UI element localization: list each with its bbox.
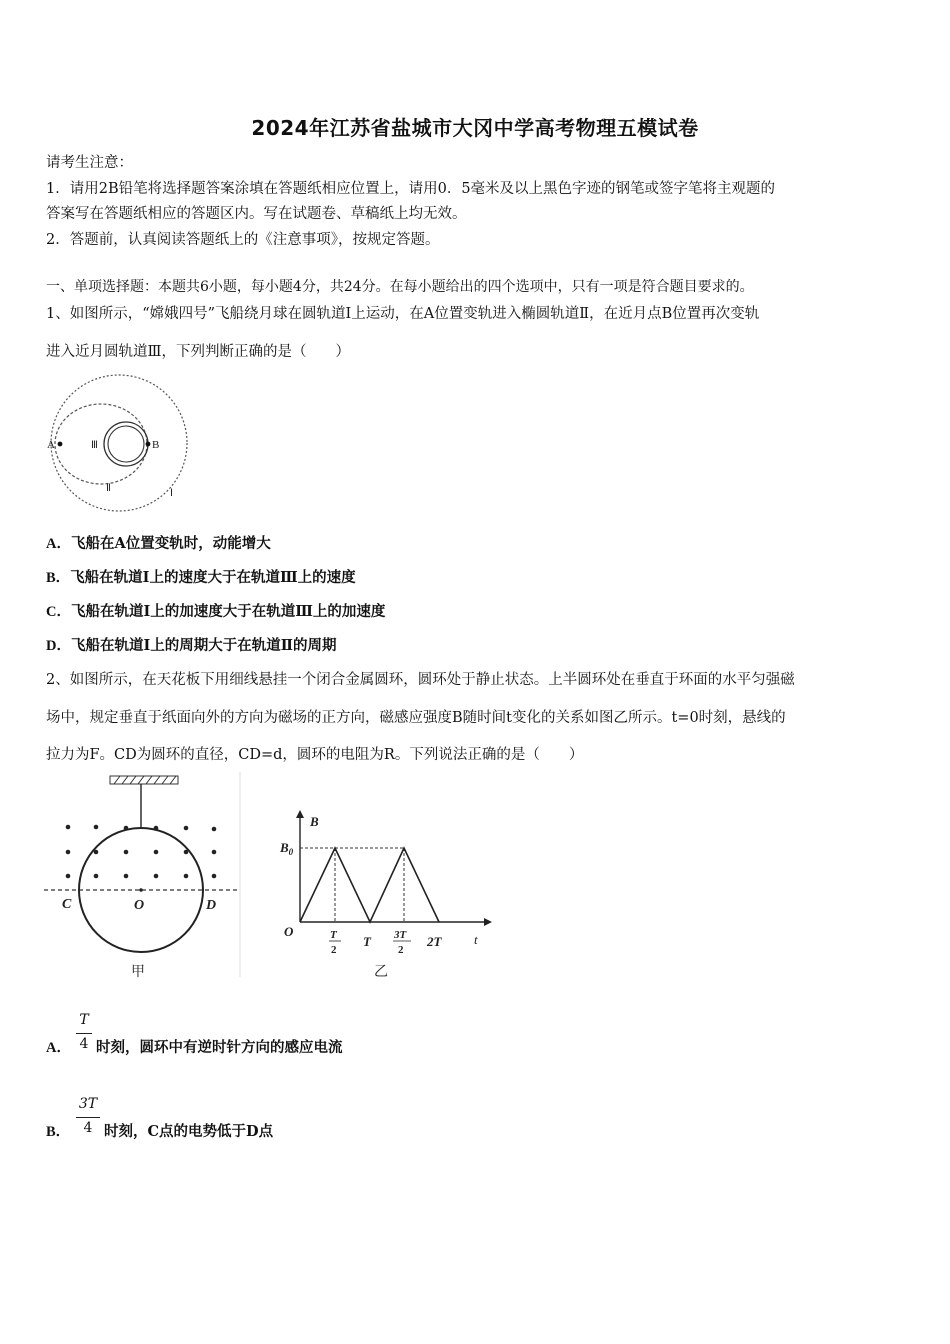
- notice-heading: 请考生注意：: [46, 155, 133, 171]
- option-a-frac-bar: [76, 1033, 92, 1034]
- b0-label: [279, 840, 294, 857]
- label-c: C: [62, 897, 72, 912]
- q1-option-a: [46, 532, 271, 553]
- option-label: A．: [46, 536, 71, 552]
- q2-option-b-label: [46, 1120, 70, 1141]
- caption-jia: 甲: [131, 965, 145, 980]
- option-a-frac-num: T: [79, 1012, 89, 1028]
- option-b-frac-num: 3T: [78, 1096, 98, 1112]
- question-2-stem: 拉力为F。CD为圆环的直径，CD=d，圆环的电阻为R。下列说法正确的是（ ）: [46, 747, 584, 763]
- option-b-frac-bar: [76, 1117, 100, 1118]
- label-b: B: [152, 439, 160, 451]
- q2-option-a-text: 时刻，圆环中有逆时针方向的感应电流: [96, 1039, 343, 1056]
- label-d: D: [206, 898, 217, 913]
- option-label: C．: [46, 604, 71, 620]
- q2-option-b-text: 时刻，C点的电势低于D点: [104, 1123, 274, 1140]
- label-ii: Ⅱ: [106, 483, 111, 494]
- option-label: B．: [46, 570, 71, 586]
- page-title: 2024年江苏省盐城市大冈中学高考物理五模试卷: [251, 116, 699, 140]
- label-iii: Ⅲ: [91, 440, 98, 451]
- question-1-stem: 进入近月圆轨道Ⅲ，下列判断正确的是（ ）: [46, 344, 350, 360]
- notice-item: 答案写在答题纸相应的答题区内。写在试题卷、草稿纸上均无效。: [46, 206, 467, 222]
- q1-option-d: [46, 634, 337, 655]
- caption-yi: 乙: [374, 965, 388, 980]
- tick-t: T: [363, 934, 371, 949]
- option-label: A．: [46, 1040, 71, 1056]
- axis-b: B: [310, 814, 319, 829]
- orbit-figure: [44, 378, 194, 503]
- tick-half-t-num: T: [330, 929, 337, 941]
- question-2-stem: 场中，规定垂直于纸面向外的方向为磁场的正方向，磁感应强度B随时间t变化的关系如图乙所示。t=0时刻，悬线的: [46, 710, 786, 726]
- b-t-graph: [282, 808, 492, 980]
- b0-label-sub: 0: [288, 847, 294, 857]
- b0-label-main: B: [280, 840, 289, 855]
- origin: O: [284, 924, 294, 939]
- option-text: 飞船在轨道Ⅰ上的加速度大于在轨道Ⅲ上的加速度: [70, 603, 386, 620]
- label-o: O: [134, 898, 145, 913]
- notice-item: 2．答题前，认真阅读答题纸上的《注意事项》，按规定答题。: [46, 232, 440, 248]
- ring-figure: [44, 772, 244, 982]
- label-a: A: [47, 439, 55, 451]
- notice-item: 1．请用2B铅笔将选择题答案涂填在答题纸相应位置上，请用0．5毫米及以上黑色字迹的钢笔或签字笔将主观题的: [46, 181, 776, 197]
- question-2-stem: 2、如图所示，在天花板下用细线悬挂一个闭合金属圆环，圆环处于静止状态。上半圆环处在垂直于环面的水平匀强磁: [46, 672, 795, 688]
- option-b-frac-den: 4: [83, 1120, 93, 1136]
- q2-option-a-label: [46, 1036, 71, 1057]
- option-text: 飞船在A位置变轨时，动能增大: [70, 535, 271, 552]
- label-i: Ⅰ: [170, 488, 173, 499]
- tick-3half-t-den: 2: [398, 944, 404, 956]
- q1-option-b: [46, 566, 356, 587]
- tick-half-t-den: 2: [331, 944, 337, 956]
- section-heading: 一、单项选择题：本题共6小题，每小题4分，共24分。在每小题给出的四个选项中，只有一项是符合题目要求的。: [46, 279, 754, 295]
- option-label: B．: [46, 1124, 71, 1140]
- tick-3half-t-num: 3T: [394, 929, 407, 941]
- option-a-frac-den: 4: [79, 1036, 89, 1052]
- option-text: 飞船在轨道Ⅰ上的周期大于在轨道Ⅱ的周期: [70, 637, 337, 654]
- tick-2t: 2T: [427, 934, 442, 949]
- axis-t: t: [474, 932, 478, 947]
- option-label: D．: [46, 638, 71, 654]
- q1-option-c: [46, 600, 385, 621]
- option-text: 飞船在轨道Ⅰ上的速度大于在轨道Ⅲ上的速度: [70, 569, 356, 586]
- question-1-stem: 1、如图所示，“嫦娥四号”飞船绕月球在圆轨道Ⅰ上运动，在A位置变轨进入椭圆轨道Ⅱ，在近月点B位置再次变轨: [46, 306, 760, 322]
